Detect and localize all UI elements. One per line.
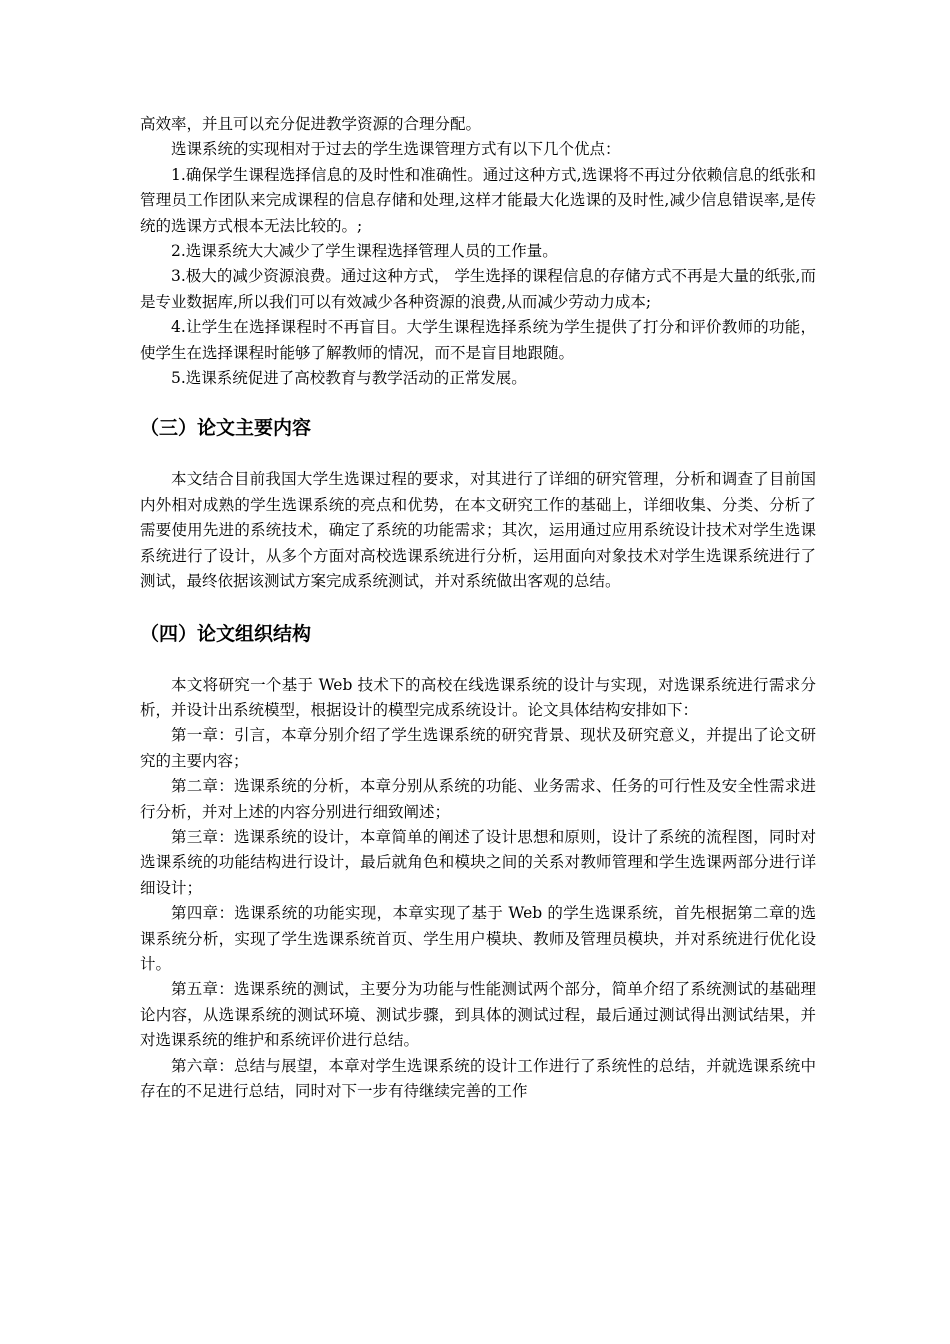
paragraph-continued: 高效率，并且可以充分促进教学资源的合理分配。 [140, 115, 482, 133]
advantage-item-5: 5.选课系统促进了高校教育与教学活动的正常发展。 [171, 369, 527, 388]
chapter-3-summary: 第三章：选课系统的设计，本章简单的阐述了设计思想和原则，设计了系统的流程图，同时对选课系统的功能结构进行设计，最后就角色和模块之间的关系对教师管理和学生选课两部分进行详细设计； [140, 827, 816, 897]
section-main-content-body: 本文结合目前我国大学生选课过程的要求，对其进行了详细的研究管理，分析和调查了目前国内外相对成熟的学生选课系统的亮点和优势，在本文研究工作的基础上，详细收集、分类、分析了需要使用先进的系统技术，确定了系统的功能需求；其次，运用通过应用系统设计技术对学生选课系统进行了设计，从多个方面对高校选课系统进行分析，运用面向对象技术对学生选课系统进行了测试，最终依据该测试方案完成系统测试，并对系统做出客观的总结。 [140, 470, 816, 591]
advantage-item-4: 4.让学生在选择课程时不再盲目。大学生课程选择系统为学生提供了打分和评价教师的功能，使学生在选择课程时能够了解教师的情况，而不是盲目地跟随。 [140, 318, 816, 362]
advantages-lead: 选课系统的实现相对于过去的学生选课管理方式有以下几个优点： [171, 140, 621, 159]
section-structure-intro: 本文将研究一个基于 Web 技术下的高校在线选课系统的设计与实现，对选课系统进行需求分析，并设计出系统模型，根据设计的模型完成系统设计。论文具体结构安排如下： [140, 675, 816, 719]
advantage-item-2: 2.选课系统大大减少了学生课程选择管理人员的工作量。 [171, 242, 558, 261]
chapter-5-summary: 第五章：选课系统的测试，主要分为功能与性能测试两个部分，简单介绍了系统测试的基础理论内容，从选课系统的测试环境、测试步骤，到具体的测试过程，最后通过测试得出测试结果，并对选课系统的维护和系统评价进行总结。 [140, 980, 816, 1050]
chapter-6-summary: 第六章：总结与展望，本章对学生选课系统的设计工作进行了系统性的总结，并就选课系统中存在的不足进行总结，同时对下一步有待继续完善的工作 [140, 1056, 816, 1100]
advantage-item-3: 3.极大的减少资源浪费。通过这种方式， 学生选择的课程信息的存储方式不再是大量的纸张,而是专业数据库,所以我们可以有效减少各种资源的浪费,从而减少劳动力成本; [140, 267, 816, 311]
chapter-1-summary: 第一章：引言，本章分别介绍了学生选课系统的研究背景、现状及研究意义，并提出了论文研究的主要内容； [140, 726, 816, 770]
advantage-item-1: 1.确保学生课程选择信息的及时性和准确性。通过这种方式,选课将不再过分依赖信息的纸张和管理员工作团队来完成课程的信息存储和处理,这样才能最大化选课的及时性,减少信息错误率,是传统的选课方式根本无法比较的。; [140, 165, 816, 235]
document-body [140, 112, 816, 1104]
section-heading-main-content: （三）论文主要内容 [140, 417, 312, 440]
chapter-4-summary: 第四章：选课系统的功能实现，本章实现了基于 Web 的学生选课系统，首先根据第二章的选课系统分析，实现了学生选课系统首页、学生用户模块、教师及管理员模块，并对系统进行优化设计。 [140, 904, 816, 973]
chapter-2-summary: 第二章：选课系统的分析，本章分别从系统的功能、业务需求、任务的可行性及安全性需求进行分析，并对上述的内容分别进行细致阐述； [140, 777, 816, 821]
section-heading-structure: （四）论文组织结构 [140, 622, 312, 645]
